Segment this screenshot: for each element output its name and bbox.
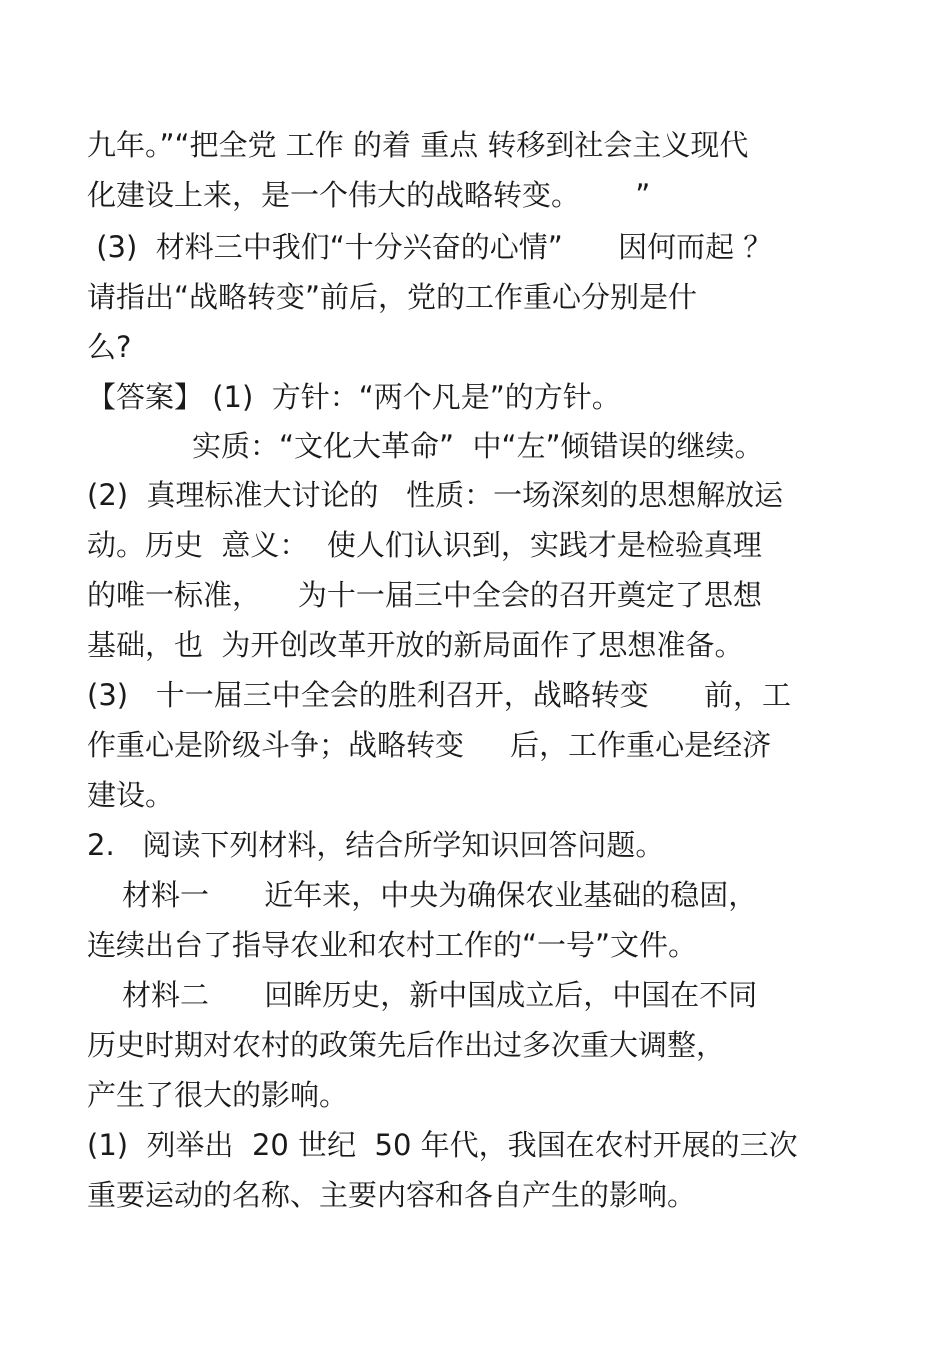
text-line: 化建设上来，是一个伟大的战略转变。 ”	[87, 178, 651, 212]
answer-heading-line: 【答案】 (1) 方针：“两个凡是”的方针。	[87, 380, 621, 414]
text-line: 材料一 近年来，中央为确保农业基础的稳固，	[122, 878, 758, 912]
text-line: 动。历史 意义： 使人们认识到，实践才是检验真理	[87, 528, 762, 562]
text-line: 九年。”“把全党 工作 的着 重点 转移到社会主义现代	[87, 128, 749, 162]
text-line: 实质：“文化大革命” 中“左”倾错误的继续。	[192, 429, 764, 463]
text-line: 历史时期对农村的政策先后作出过多次重大调整，	[87, 1028, 726, 1062]
question-heading-line: 2. 阅读下列材料，结合所学知识回答问题。	[87, 828, 665, 862]
text-line: (3) 材料三中我们“十分兴奋的心情” 因何而起 ？	[87, 230, 773, 264]
text-line: (2) 真理标准大讨论的 性质：一场深刻的思想解放运	[87, 478, 784, 512]
text-line: 么?	[87, 330, 132, 364]
text-line: (1) 列举出 20 世纪 50 年代，我国在农村开展的三次	[87, 1128, 798, 1162]
text-line: 作重心是阶级斗争；战略转变 后，工作重心是经济	[87, 728, 772, 762]
text-line: 材料二 回眸历史，新中国成立后，中国在不同	[122, 978, 758, 1012]
text-line: 的唯一标准， 为十一届三中全会的召开奠定了思想	[87, 578, 762, 612]
text-line: 产生了很大的影响。	[87, 1078, 349, 1112]
text-line: 连续出台了指导农业和农村工作的“一号”文件。	[87, 928, 698, 962]
text-line: 基础，也 为开创改革开放的新局面作了思想准备。	[87, 628, 744, 662]
text-line: (3) 十一届三中全会的胜利召开，战略转变 前，工	[87, 678, 792, 712]
text-line: 重要运动的名称、主要内容和各自产生的影响。	[87, 1178, 697, 1212]
text-line: 建设。	[87, 778, 175, 812]
text-line: 请指出“战略转变”前后，党的工作重心分别是什	[87, 280, 698, 314]
